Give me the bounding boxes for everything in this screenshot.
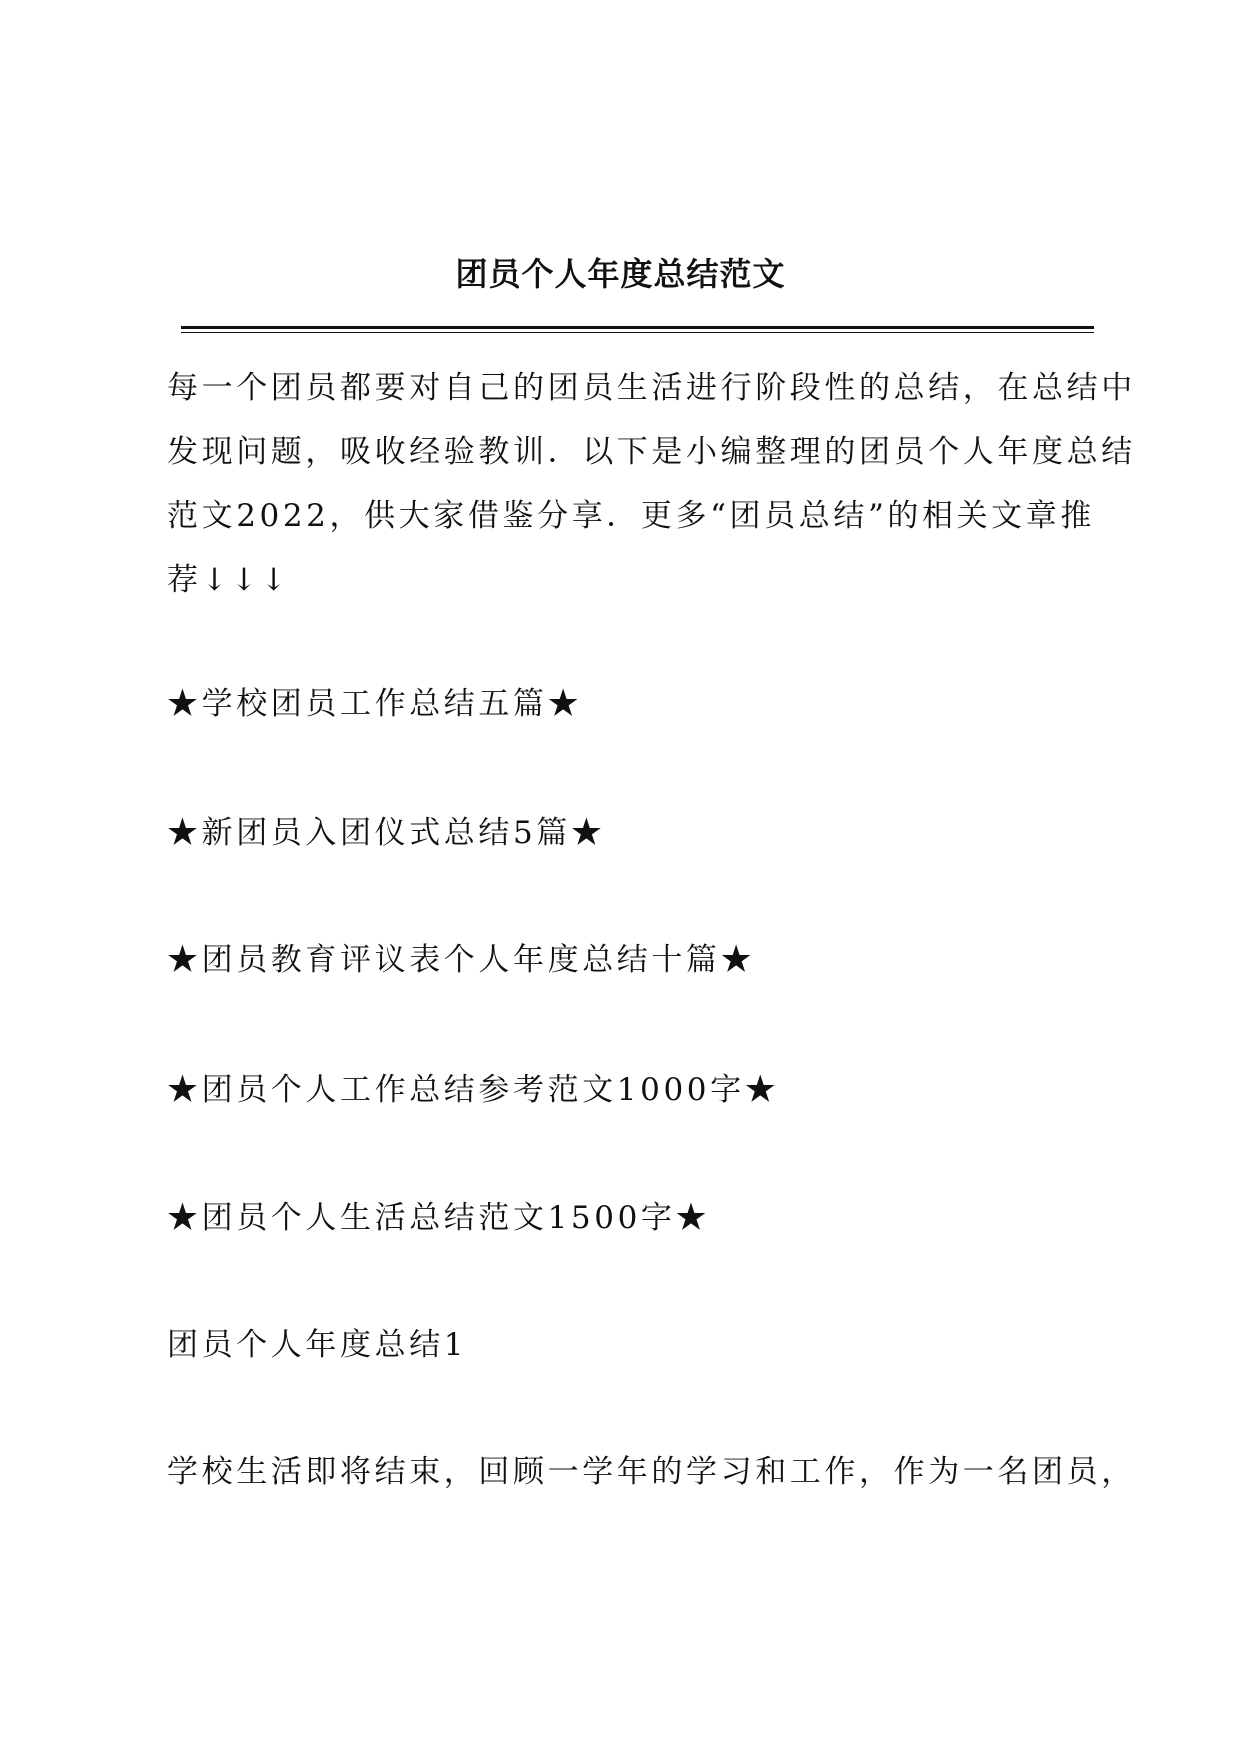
section-heading: 团员个人年度总结1	[167, 1327, 468, 1363]
document-title: 团员个人年度总结范文	[455, 255, 786, 293]
intro-line-2: 发现问题，吸收经验教训．以下是小编整理的团员个人年度总结	[167, 434, 1136, 470]
title-divider-thin	[181, 332, 1094, 333]
intro-line-3: 范文2022，供大家借鉴分享．更多“团员总结”的相关文章推	[167, 498, 1095, 534]
recommended-link-4[interactable]: ★团员个人工作总结参考范文1000字★	[167, 1072, 780, 1108]
recommended-link-5[interactable]: ★团员个人生活总结范文1500字★	[167, 1200, 711, 1236]
intro-line-4: 荐↓↓↓	[167, 562, 291, 598]
intro-paragraph	[167, 356, 1136, 612]
recommended-link-3[interactable]: ★团员教育评议表个人年度总结十篇★	[167, 942, 756, 978]
title-divider-thick	[181, 326, 1094, 329]
body-text-line: 学校生活即将结束，回顾一学年的学习和工作，作为一名团员，	[167, 1454, 1136, 1490]
recommended-link-1[interactable]: ★学校团员工作总结五篇★	[167, 686, 583, 722]
intro-line-1: 每一个团员都要对自己的团员生活进行阶段性的总结，在总结中	[167, 370, 1136, 406]
recommended-link-2[interactable]: ★新团员入团仪式总结5篇★	[167, 815, 606, 851]
